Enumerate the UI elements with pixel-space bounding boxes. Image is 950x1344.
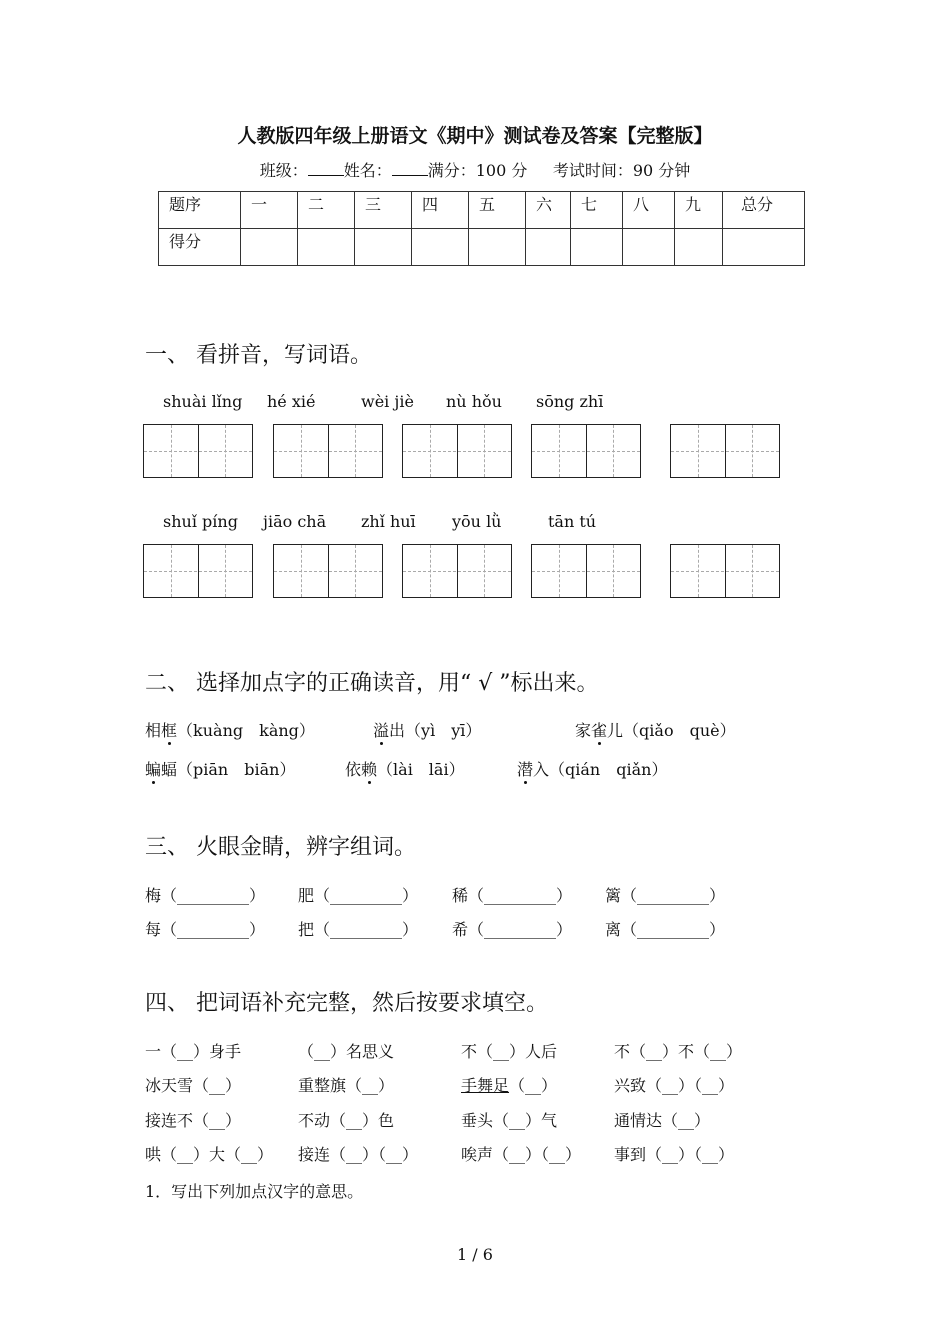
reading-options: （kuàng kàng） [177,721,315,740]
idiom-blank[interactable]: 接连（__）（__） [298,1145,419,1164]
idiom-blank[interactable]: 重整旗（__） [298,1076,395,1095]
score-cell[interactable] [469,229,526,266]
idiom-blank[interactable]: 不（__）不（__） [614,1042,743,1061]
score-header-cell: 九 [675,192,723,229]
score-header-cell: 六 [526,192,571,229]
pinyin-label: shuài lǐng [163,392,243,411]
word-blank[interactable]: 稀（_________） [452,886,573,905]
pinyin-label: nù hǒu [446,392,502,411]
reading-options: （qiǎo què） [623,721,736,740]
score-header-cell: 七 [571,192,623,229]
exam-time: 考试时间：90 分钟 [552,161,691,180]
writing-grid[interactable] [531,544,641,598]
score-cell[interactable] [623,229,675,266]
reading-item[interactable] [345,757,465,780]
idiom-blank[interactable]: 不动（__）色 [298,1111,395,1130]
writing-grid[interactable] [531,424,641,478]
score-header-cell: 八 [623,192,675,229]
reading-options: （qián qiǎn） [549,760,668,779]
section3-heading: 三、 火眼金睛，辨字组词。 [145,835,416,860]
idiom-blank[interactable]: 事到（__）（__） [614,1145,735,1164]
idiom-blank[interactable]: 一（__）身手 [145,1042,242,1061]
reading-options: （yì yī） [405,721,482,740]
score-header-cell: 四 [412,192,469,229]
word-blank[interactable]: 肥（_________） [298,886,419,905]
score-cell[interactable] [241,229,298,266]
idiom-blank[interactable]: 垂头（__）气 [461,1111,558,1130]
item-prefix: 依 [345,760,362,779]
dotted-character: 潜 [517,757,533,780]
dotted-character: 雀 [591,718,607,741]
idiom-blank-tail: （__） [509,1076,558,1095]
dotted-character: 赖 [361,757,377,780]
score-header-cell: 二 [298,192,355,229]
reading-item[interactable] [575,718,736,741]
writing-grid[interactable] [273,544,383,598]
pinyin-label: sōng zhī [536,392,604,411]
score-cell[interactable] [723,229,805,266]
class-label: 班级： [259,161,308,180]
pinyin-label: wèi jiè [361,392,414,411]
full-score: 满分：100 分 [427,161,528,180]
pinyin-label: zhǐ huī [361,512,416,531]
idiom-blank[interactable]: 接连不（__） [145,1111,242,1130]
idiom-blank[interactable] [461,1073,557,1096]
score-cell[interactable] [298,229,355,266]
name-label: 姓名： [343,161,392,180]
reading-options: （lài lāi） [377,760,465,779]
writing-grid[interactable] [670,544,780,598]
pinyin-label: jiāo chā [263,512,327,531]
item-suffix: 入 [533,760,550,779]
exam-info [0,158,950,181]
score-header-cell: 题序 [159,192,241,229]
page-number: 1 / 6 [457,1245,493,1264]
section1-heading: 一、 看拼音，写词语。 [145,343,372,368]
word-blank[interactable]: 梅（_________） [145,886,266,905]
writing-grid[interactable] [143,544,253,598]
question-1: 1．写出下列加点汉字的意思。 [145,1182,364,1201]
page-title: 人教版四年级上册语文《期中》测试卷及答案【完整版】 [237,125,713,147]
reading-item[interactable] [373,718,481,741]
word-blank[interactable]: 离（_________） [605,920,726,939]
item-suffix: 儿 [607,721,624,740]
item-suffix: 蝠 [161,760,178,779]
idiom-blank[interactable]: 通情达（__） [614,1111,711,1130]
pinyin-label: hé xié [267,392,316,411]
word-blank[interactable]: 把（_________） [298,920,419,939]
writing-grid[interactable] [273,424,383,478]
section2-heading: 二、 选择加点字的正确读音，用“ √ ”标出来。 [145,671,599,696]
reading-item[interactable] [145,718,315,741]
item-suffix: 出 [389,721,406,740]
score-table-score-row [159,229,805,266]
idiom-blank[interactable]: 冰天雪（__） [145,1076,242,1095]
writing-grid[interactable] [143,424,253,478]
word-blank[interactable]: 希（_________） [452,920,573,939]
score-row-label: 得分 [159,229,241,266]
section4-heading: 四、 把词语补充完整，然后按要求填空。 [145,991,548,1016]
idiom-blank[interactable]: 不（__）人后 [461,1042,558,1061]
score-header-cell: 五 [469,192,526,229]
score-cell[interactable] [412,229,469,266]
idiom-blank[interactable]: 唉声（__）（__） [461,1145,582,1164]
pinyin-label: shuǐ píng [163,512,238,531]
underlined-idiom: 手舞足 [461,1076,510,1095]
dotted-character: 框 [161,718,177,741]
dotted-character: 溢 [373,718,389,741]
writing-grid[interactable] [402,544,512,598]
reading-item[interactable] [145,757,295,780]
idiom-blank[interactable]: 兴致（__）（__） [614,1076,735,1095]
item-prefix: 家 [575,721,592,740]
word-blank[interactable]: 篱（_________） [605,886,726,905]
score-cell[interactable] [526,229,571,266]
class-blank[interactable] [308,161,344,176]
score-header-cell: 一 [241,192,298,229]
score-cell[interactable] [675,229,723,266]
idiom-blank[interactable]: 哄（__）大（__） [145,1145,274,1164]
score-header-cell: 总分 [723,192,805,229]
dotted-character: 蝙 [145,757,161,780]
writing-grid[interactable] [402,424,512,478]
reading-item[interactable] [517,757,667,780]
idiom-blank[interactable]: （__）名思义 [298,1042,395,1061]
reading-options: （piān biān） [177,760,296,779]
score-table-header-row [159,192,805,229]
score-table [158,191,805,266]
name-blank[interactable] [392,161,428,176]
pinyin-label: tān tú [548,512,597,531]
score-cell[interactable] [355,229,412,266]
score-cell[interactable] [571,229,623,266]
pinyin-label: yōu lǜ [452,512,502,531]
word-blank[interactable]: 每（_________） [145,920,266,939]
item-prefix: 相 [145,721,162,740]
writing-grid[interactable] [670,424,780,478]
score-header-cell: 三 [355,192,412,229]
